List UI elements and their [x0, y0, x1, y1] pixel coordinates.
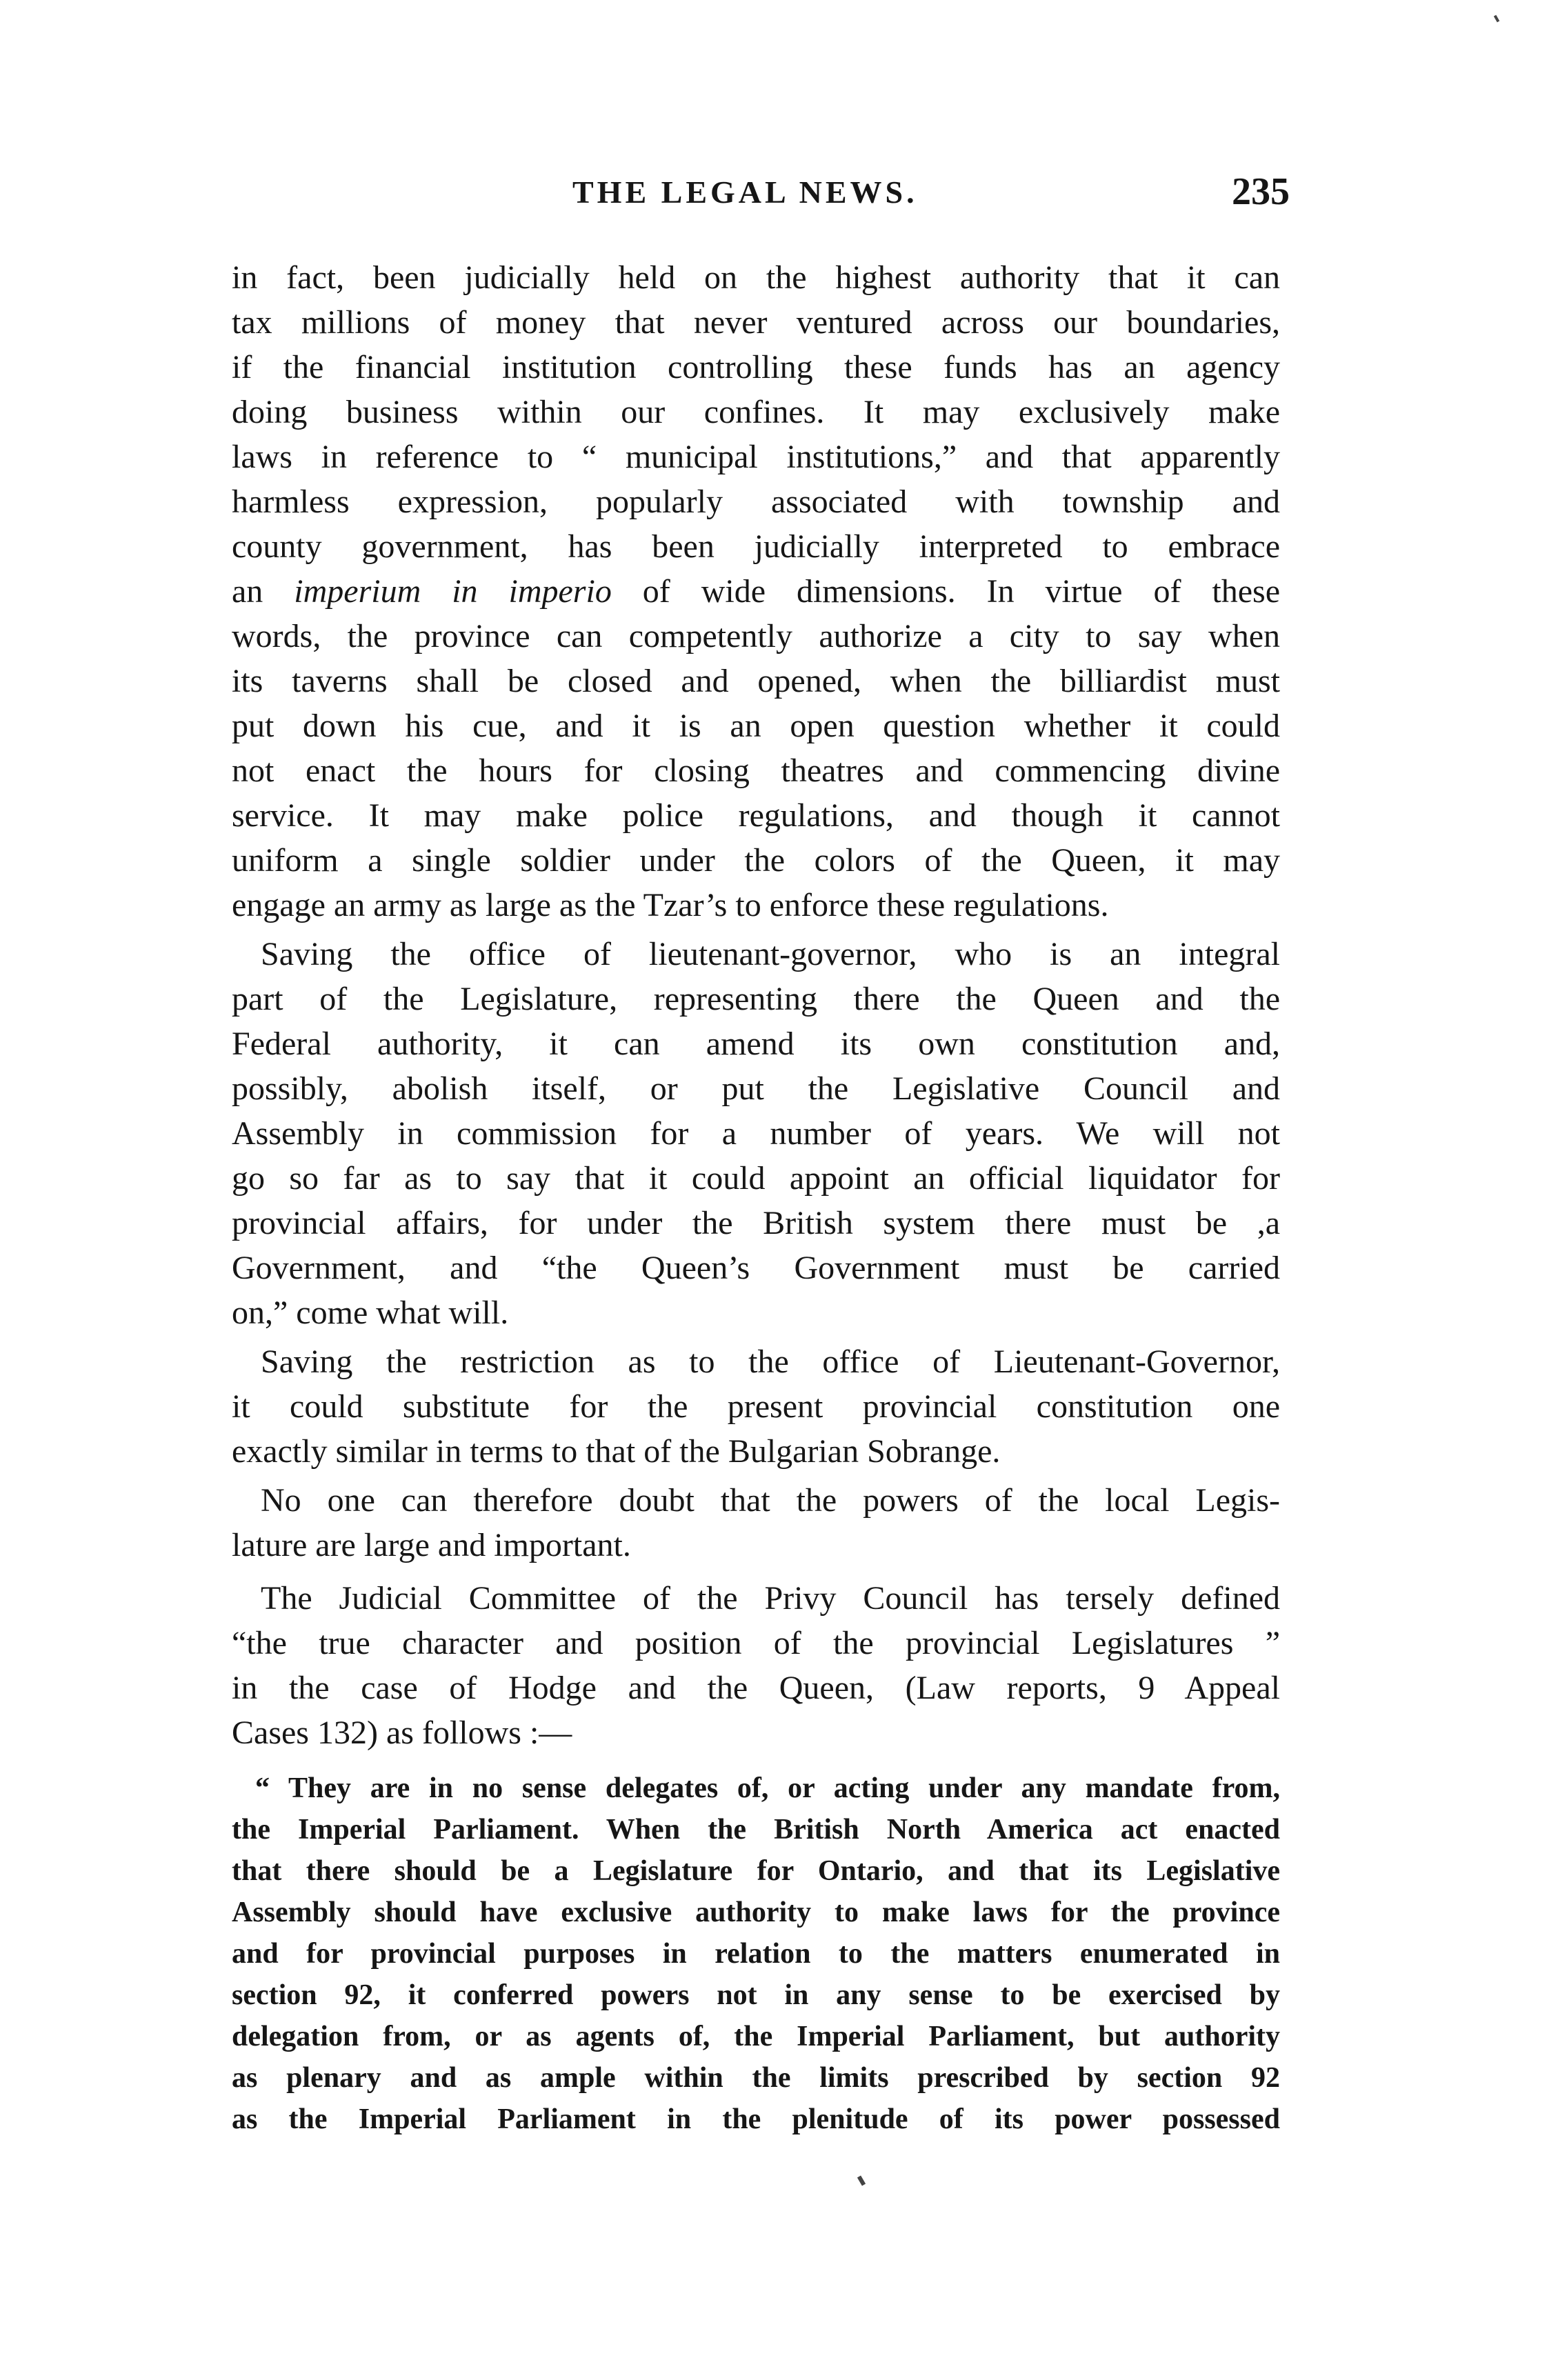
scan-speck — [1494, 15, 1499, 23]
paragraph-2 — [232, 932, 1280, 1335]
text-line: laws in reference to “ municipal institutions,” and that apparently — [232, 439, 1280, 475]
text-line: not enact the hours for closing theatres and commencing divine — [232, 752, 1280, 789]
text-line: part of the Legislature, representing there the Queen and the — [232, 981, 1280, 1017]
text-line: service. It may make police regulations, and though it cannot — [232, 797, 1280, 834]
quote-line: delegation from, or as agents of, the Imperial Parliament, but authority — [232, 2021, 1280, 2052]
text-line: The Judicial Committee of the Privy Council has tersely defined — [261, 1580, 1280, 1617]
text-line: No one can therefore doubt that the powers of the local Legis- — [261, 1482, 1280, 1519]
text-line: if the financial institution controlling these funds has an agency — [232, 349, 1280, 386]
text-line: Government, and “the Queen’s Government must be carried — [232, 1250, 1280, 1286]
text-line: exactly similar in terms to that of the Bulgarian Sobrange. — [232, 1433, 1001, 1470]
page-number: 235 — [1232, 170, 1290, 213]
text-line: lature are large and important. — [232, 1527, 631, 1563]
scan-speck — [857, 2175, 866, 2186]
paragraph-1 — [232, 255, 1280, 928]
text-line: words, the province can competently authorize a city to say when — [232, 618, 1280, 654]
text-line: on,” come what will. — [232, 1294, 509, 1331]
text-line: in the case of Hodge and the Queen, (Law reports, 9 Appeal — [232, 1670, 1280, 1706]
text-line: in fact, been judicially held on the highest authority that it can — [232, 259, 1280, 296]
text-line: it could substitute for the present provincial constitution one — [232, 1388, 1280, 1425]
page-header — [228, 170, 1290, 229]
text-line: doing business within our confines. It may exclusively make — [232, 394, 1280, 430]
quote-line: section 92, it conferred powers not in any sense to be exercised by — [232, 1979, 1280, 2011]
quote-line: as the Imperial Parliament in the plenitude of its power possessed — [232, 2103, 1280, 2135]
paragraph-3 — [232, 1339, 1280, 1474]
text-line: possibly, abolish itself, or put the Legislative Council and — [232, 1070, 1280, 1107]
text-line: county government, has been judicially interpreted to embrace — [232, 528, 1280, 565]
body-text — [232, 255, 1280, 2140]
text-line: Cases 132) as follows :— — [232, 1714, 572, 1751]
text-line: Saving the office of lieutenant-governor, who is an integral — [261, 936, 1280, 972]
text-line: engage an army as large as the Tzar’s to enforce these regulations. — [232, 887, 1109, 923]
quote-line: as plenary and as ample within the limits prescribed by section 92 — [232, 2062, 1280, 2094]
text-line: provincial affairs, for under the British system there must be ,a — [232, 1205, 1280, 1241]
quote-line: the Imperial Parliament. When the British North America act enacted — [232, 1814, 1280, 1846]
quote-line: and for provincial purposes in relation to the matters enumerated in — [232, 1938, 1280, 1970]
running-head: THE LEGAL NEWS. — [572, 174, 918, 210]
text-line: Assembly in commission for a number of years. We will not — [232, 1115, 1280, 1152]
text-line: uniform a single soldier under the colors of the Queen, it may — [232, 842, 1280, 879]
text-line: go so far as to say that it could appoint an official liquidator for — [232, 1160, 1280, 1197]
text-line: “the true character and position of the provincial Legislatures ” — [232, 1625, 1280, 1661]
paragraph-4 — [232, 1478, 1280, 1568]
text-line: Saving the restriction as to the office of Lieutenant-Governor, — [261, 1343, 1280, 1380]
text-line: an imperium in imperio of wide dimensions. In virtue of these — [232, 573, 1280, 610]
block-quote — [232, 1768, 1280, 2140]
quote-line: Assembly should have exclusive authority to make laws for the province — [232, 1897, 1280, 1928]
quote-line: “ They are in no sense delegates of, or acting under any mandate from, — [255, 1772, 1280, 1804]
italic-phrase: imperium in imperio — [294, 573, 612, 610]
text-line: tax millions of money that never ventured across our boundaries, — [232, 304, 1280, 341]
text-line: its taverns shall be closed and opened, when the billiardist must — [232, 663, 1280, 699]
text-line: Federal authority, it can amend its own constitution and, — [232, 1026, 1280, 1062]
quote-line: that there should be a Legislature for Ontario, and that its Legislative — [232, 1855, 1280, 1887]
text-line: harmless expression, popularly associated with township and — [232, 483, 1280, 520]
paragraph-5 — [232, 1576, 1280, 1755]
text-line: put down his cue, and it is an open question whether it could — [232, 708, 1280, 744]
